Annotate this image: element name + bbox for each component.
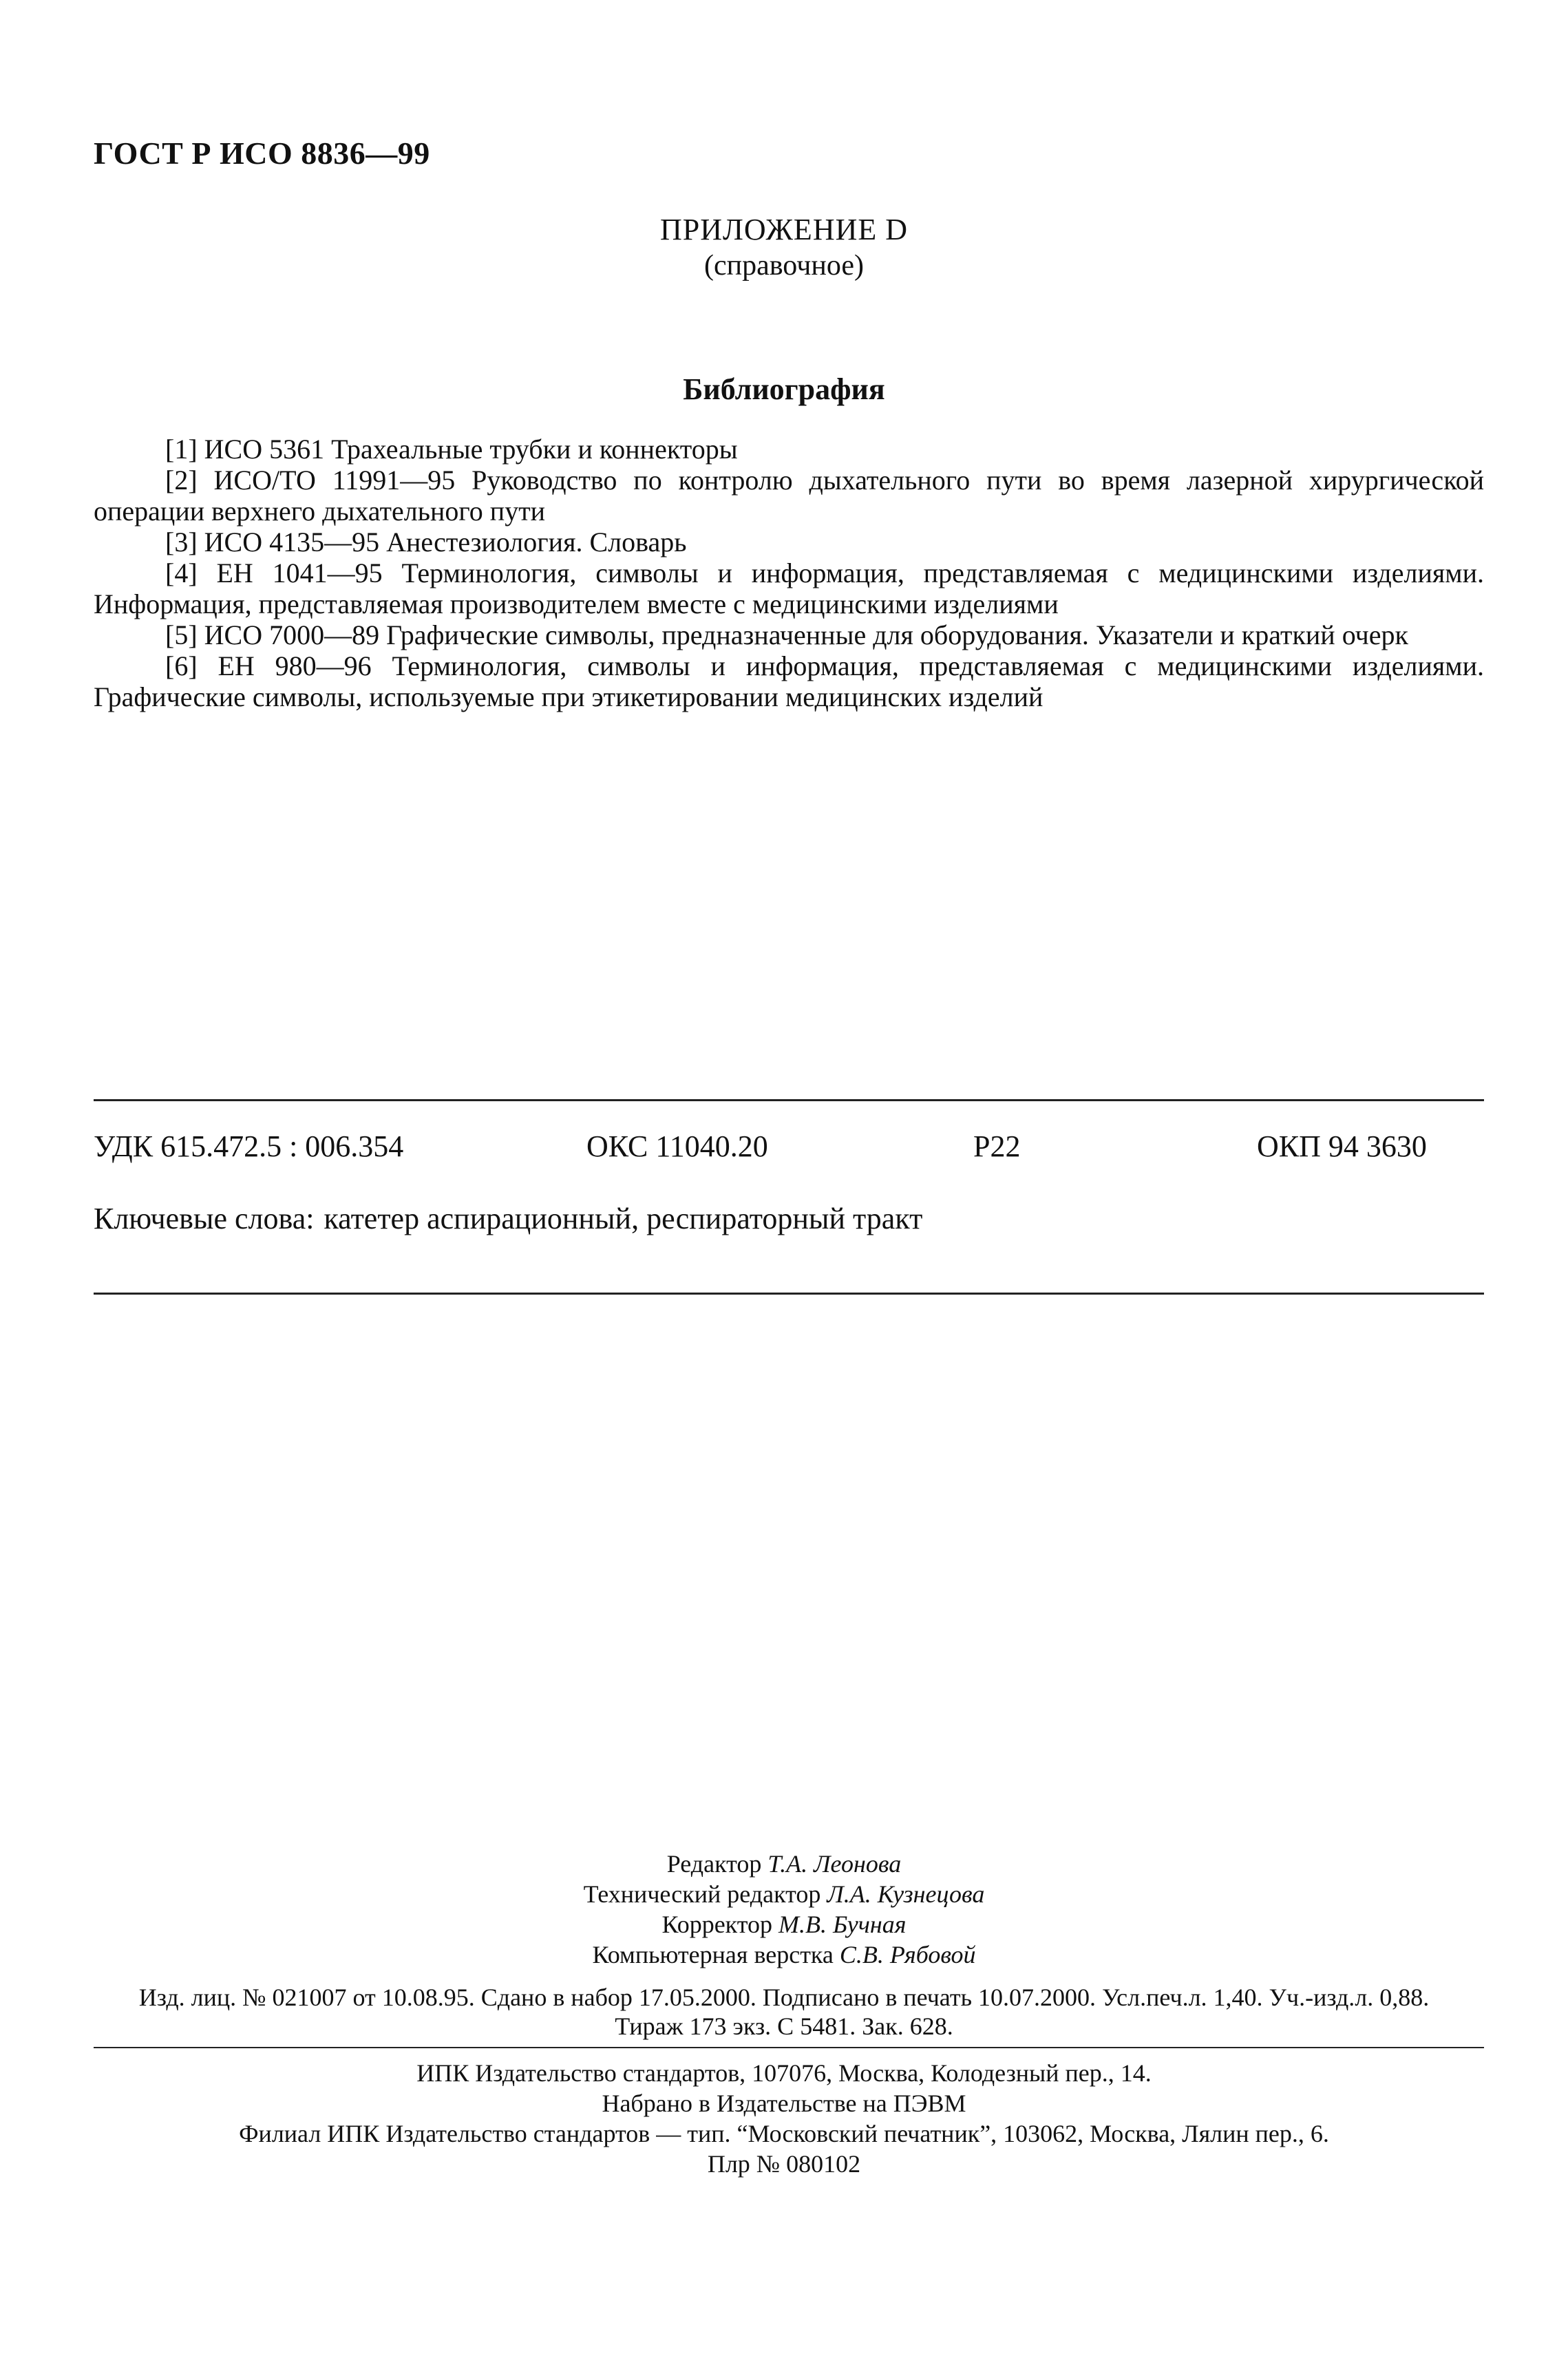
annex-title: ПРИЛОЖЕНИЕ D <box>659 213 909 246</box>
bibliography-list <box>94 434 1484 712</box>
reference-text: ИСО/ТО 11991—95 Руководство по контролю дыхательного пути во время лазерной хирургической операции верхнего дыхательного пути <box>94 465 1484 527</box>
reference-number: [1] <box>165 434 198 465</box>
reference-number: [6] <box>165 650 198 681</box>
reference-text: ЕН 980—96 Терминология, символы и информация, представляемая с медицинскими изделиями. Графические символы, используемые при этикетировании медицинских изделий <box>94 650 1485 712</box>
annex-subtitle: (справочное) <box>704 250 864 281</box>
staff-line: Корректор М.В. Бучная <box>661 1911 907 1938</box>
reference-number: [3] <box>165 527 198 557</box>
bibliography-item <box>94 434 1484 465</box>
oks-code: ОКС 11040.20 <box>586 1129 768 1163</box>
publisher-info <box>0 2058 1568 2179</box>
imprint-line: Изд. лиц. № 021007 от 10.08.95. Сдано в набор 17.05.2000. Подписано в печать 10.07.2000. Усл.печ.л. 1,40. Уч.-изд.л. 0,88. <box>138 1984 1430 2011</box>
reference-text: ЕН 1041—95 Терминология, символы и информация, представляемая с медицинскими изделиями. Информация, представляемая производителем вместе с медицинскими изделиями <box>94 557 1485 619</box>
group-code: Р22 <box>973 1129 1021 1163</box>
udk-code: УДК 615.472.5 : 006.354 <box>94 1129 404 1163</box>
publisher-line: ИПК Издательство стандартов, 107076, Москва, Колодезный пер., 14. <box>416 2059 1152 2087</box>
reference-number: [4] <box>165 557 198 588</box>
divider-bottom <box>94 1293 1484 1295</box>
keywords <box>94 1201 922 1236</box>
editorial-staff <box>0 1849 1568 1970</box>
bibliography-title: Библиография <box>683 372 885 406</box>
bibliography-item <box>94 465 1484 527</box>
publisher-line: Набрано в Издательстве на ПЭВМ <box>602 2090 966 2117</box>
okp-code: ОКП 94 3630 <box>1257 1129 1427 1163</box>
bibliography-item <box>94 527 1484 557</box>
reference-text: ИСО 5361 Трахеальные трубки и коннекторы <box>204 434 738 465</box>
bibliography-item <box>94 619 1484 650</box>
bibliography-item <box>94 557 1484 619</box>
reference-number: [2] <box>165 465 198 496</box>
staff-line: Компьютерная верстка С.В. Рябовой <box>592 1941 976 1968</box>
staff-line: Технический редактор Л.А. Кузнецова <box>583 1880 985 1908</box>
publisher-line: Филиал ИПК Издательство стандартов — тип. “Московский печатник”, 103062, Москва, Лялин пер., 6. <box>239 2120 1329 2147</box>
document-code: ГОСТ Р ИСО 8836—99 <box>94 136 430 171</box>
bibliography-item <box>94 650 1484 712</box>
keywords-label: Ключевые слова: <box>94 1202 315 1235</box>
keywords-value: катетер аспирационный, респираторный тракт <box>324 1202 923 1235</box>
publisher-line: Плр № 080102 <box>707 2150 861 2178</box>
reference-text: ИСО 4135—95 Анестезиология. Словарь <box>204 527 687 557</box>
imprint-line: Тираж 173 экз. С 5481. Зак. 628. <box>615 2012 953 2040</box>
reference-text: ИСО 7000—89 Графические символы, предназначенные для оборудования. Указатели и краткий очерк <box>204 619 1408 650</box>
reference-number: [5] <box>165 619 198 650</box>
staff-line: Редактор Т.А. Леонова <box>666 1850 902 1878</box>
divider-imprint <box>94 2047 1484 2048</box>
divider-top <box>94 1099 1484 1101</box>
